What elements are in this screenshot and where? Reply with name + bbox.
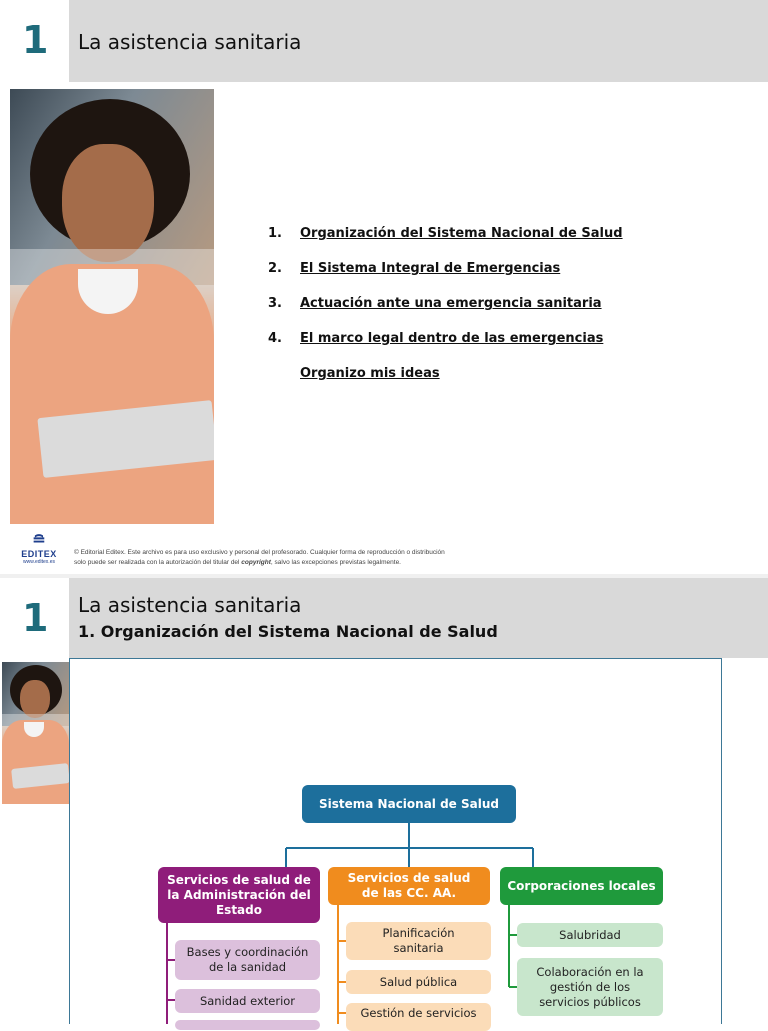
- diagram-node-admin: Servicios de salud de la Administración del Estado: [158, 867, 320, 923]
- copyright-text: , salvo las excepciones previstas legalmente.: [270, 559, 401, 566]
- diagram-item-admin-3: [175, 1020, 320, 1030]
- menu-number: 2.: [268, 261, 282, 276]
- slide1-title: La asistencia sanitaria: [78, 30, 302, 54]
- copyright-emphasis: copyright: [241, 559, 271, 566]
- slide2-unit-number: 1: [22, 596, 49, 640]
- slide2-subtitle: 1. Organización del Sistema Nacional de Salud: [78, 622, 498, 641]
- menu-number: 4.: [268, 331, 282, 346]
- menu-link[interactable]: El Sistema Integral de Emergencias: [300, 261, 561, 276]
- menu-number: 1.: [268, 226, 282, 241]
- diagram-node-root: Sistema Nacional de Salud: [302, 785, 516, 823]
- editex-logo-icon: ≘: [32, 532, 46, 549]
- diagram-item-local-1: Salubridad: [517, 923, 663, 947]
- diagram-item-ccaa-2: Salud pública: [346, 970, 491, 994]
- menu-link[interactable]: Organización del Sistema Nacional de Salud: [300, 226, 623, 241]
- slide1-unit-number: 1: [22, 18, 49, 62]
- copyright-text: solo puede ser realizada con la autorización del titular del: [74, 559, 242, 566]
- slide2-title: La asistencia sanitaria: [78, 593, 302, 617]
- menu-link[interactable]: Actuación ante una emergencia sanitaria: [300, 296, 602, 311]
- logo-name: EDITEX: [21, 549, 57, 559]
- diagram-item-admin-1: Bases y coordinación de la sanidad: [175, 940, 320, 980]
- diagram-item-local-2: Colaboración en la gestión de los servicios públicos: [517, 958, 663, 1016]
- menu-number: 3.: [268, 296, 282, 311]
- diagram-item-ccaa-3: Gestión de servicios: [346, 1003, 491, 1031]
- diagram-node-local: Corporaciones locales: [500, 867, 663, 905]
- logo-url: www.editex.es: [23, 559, 55, 565]
- diagram-node-ccaa: Servicios de salud de las CC. AA.: [328, 867, 490, 905]
- menu-link[interactable]: El marco legal dentro de las emergencias: [300, 331, 604, 346]
- menu-link[interactable]: Organizo mis ideas: [300, 366, 440, 381]
- diagram-item-ccaa-1: Planificación sanitaria: [346, 922, 491, 960]
- diagram-item-admin-2: Sanidad exterior: [175, 989, 320, 1013]
- copyright-line-1: © Editorial Editex. Este archivo es para uso exclusivo y personal del profesorado. Cualquier forma de reproducción o distribución: [74, 549, 445, 556]
